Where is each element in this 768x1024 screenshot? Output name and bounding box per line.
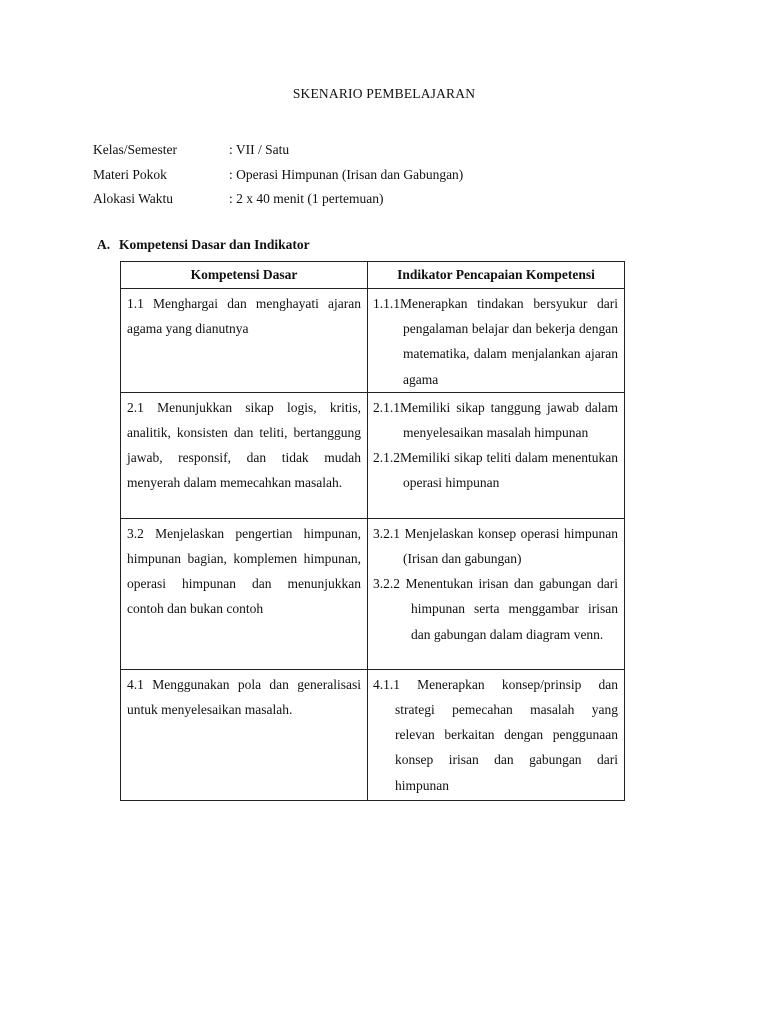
table-header-row (121, 262, 625, 289)
kd-cell: 1.1 Menghargai dan menghayati ajaran agama yang dianutnya (121, 289, 368, 393)
kd-cell: 3.2 Menjelaskan pengertian himpunan, himpunan bagian, komplemen himpunan, operasi himpunan dan menunjukkan contoh dan bukan contoh (121, 518, 368, 669)
table-row (121, 289, 625, 393)
indicator-item: 1.1.1Menerapkan tindakan bersyukur dari pengalaman belajar dan bekerja dengan matematika, dalam menjalankan ajaran agama (373, 296, 618, 387)
column-header-indicator: Indikator Pencapaian Kompetensi (368, 262, 625, 289)
indicator-item: 2.1.2Memiliki sikap teliti dalam menentukan operasi himpunan (373, 450, 618, 491)
table-row (121, 518, 625, 669)
indicator-cell (368, 518, 625, 669)
indicator-item: 3.2.1 Menjelaskan konsep operasi himpunan (Irisan dan gabungan) (373, 525, 618, 567)
kd-cell: 2.1 Menunjukkan sikap logis, kritis, analitik, konsisten dan teliti, bertanggung jawab, responsif, dan tidak mudah menyerah dalam memecahkan masalah. (121, 392, 368, 518)
indicator-item: 4.1.1 Menerapkan konsep/prinsip dan strategi pemecahan masalah yang relevan berkaitan dengan penggunaan konsep irisan dan gabungan dari himpunan (373, 676, 618, 793)
meta-label: Alokasi Waktu (93, 191, 174, 207)
indicator-cell (368, 392, 625, 518)
meta-row-class (93, 138, 463, 163)
section-title: Kompetensi Dasar dan Indikator (119, 237, 310, 252)
meta-label: Kelas/Semester (93, 142, 177, 158)
meta-value: : 2 x 40 menit (1 pertemuan) (229, 191, 384, 207)
meta-row-topic (93, 163, 463, 188)
meta-row-time (93, 187, 463, 212)
table-row (121, 392, 625, 518)
page-title: SKENARIO PEMBELAJARAN (292, 86, 476, 101)
indicator-item: 2.1.1Memiliki sikap tanggung jawab dalam menyelesaikan masalah himpunan (373, 399, 618, 441)
indicator-cell (368, 669, 625, 800)
competency-table (120, 261, 625, 801)
section-letter: A. (97, 237, 111, 252)
meta-label: Materi Pokok (93, 166, 167, 182)
section-heading (97, 237, 310, 253)
column-header-kd: Kompetensi Dasar (121, 262, 368, 289)
indicator-item: 3.2.2 Menentukan irisan dan gabungan dari himpunan serta menggambar irisan dan gabungan dalam diagram venn. (373, 576, 618, 642)
kd-cell: 4.1 Menggunakan pola dan generalisasi untuk menyelesaikan masalah. (121, 669, 368, 800)
meta-value: : VII / Satu (229, 142, 290, 158)
meta-value: : Operasi Himpunan (Irisan dan Gabungan) (229, 166, 464, 182)
indicator-cell (368, 289, 625, 393)
lesson-meta (93, 138, 463, 212)
table-row (121, 669, 625, 800)
